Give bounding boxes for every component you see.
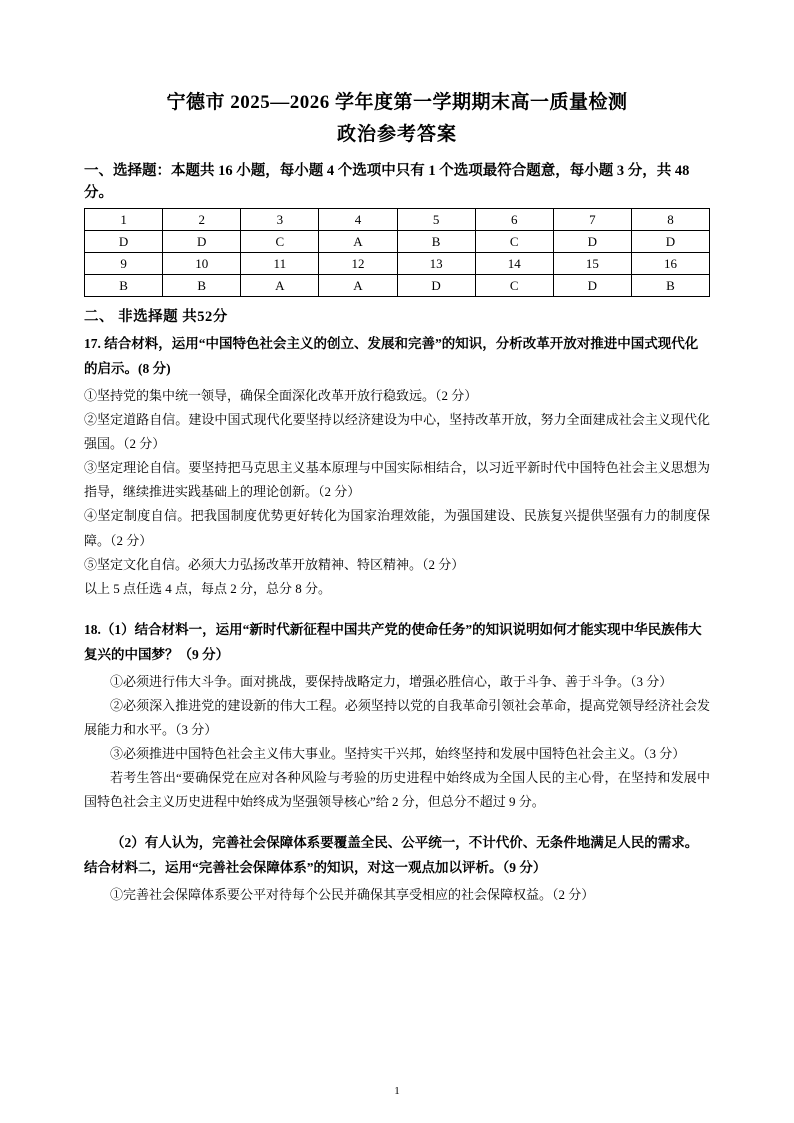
table-cell: 1: [85, 209, 163, 231]
answer-line: 以上 5 点任选 4 点，每点 2 分，总分 8 分。: [84, 580, 332, 596]
answer-line: 若考生答出“要确保党在应对各种风险与考验的历史进程中始终成为全国人民的主心骨，在坚持和发展中国特色社会主义历史进程中始终成为坚强领导核心”给 2 分，但总分不超过 9 分。: [84, 769, 710, 809]
answer-line: ①完善社会保障体系要公平对待每个公民并确保其享受相应的社会保障权益。（2 分）: [110, 886, 595, 902]
table-cell: 5: [397, 209, 475, 231]
spacer: [84, 601, 710, 612]
table-cell: C: [475, 275, 553, 297]
page-number: 1: [394, 1085, 400, 1097]
answer-line: ⑤坚定文化自信。必须大力弘扬改革开放精神、特区精神。（2 分）: [84, 556, 465, 572]
answer-key-table: [84, 208, 710, 297]
table-cell: A: [319, 231, 397, 253]
answer-line: ④坚定制度自信。把我国制度优势更好转化为国家治理效能，为强国建设、民族复兴提供坚强有力的制度保障。（2 分）: [84, 508, 710, 548]
table-cell: 4: [319, 209, 397, 231]
table-cell: 8: [631, 209, 709, 231]
answer-line: ②坚定道路自信。建设中国式现代化要坚持以经济建设为中心，坚持改革开放，努力全面建成社会主义现代化强国。（2 分）: [84, 412, 710, 452]
table-cell: D: [553, 275, 631, 297]
table-cell: 9: [85, 253, 163, 275]
answer-line: ①必须进行伟大斗争。面对挑战，要保持战略定力，增强必胜信心，敢于斗争、善于斗争。（3 分）: [110, 673, 673, 689]
table-row: [85, 275, 710, 297]
table-cell: A: [241, 275, 319, 297]
table-cell: B: [163, 275, 241, 297]
table-cell: 13: [397, 253, 475, 275]
table-cell: B: [397, 231, 475, 253]
answer-line: ①坚持党的集中统一领导，确保全面深化改革开放行稳致远。（2 分）: [84, 388, 478, 404]
spacer: [84, 814, 710, 825]
answer-line: ②必须深入推进党的建设新的伟大工程。必须坚持以党的自我革命引领社会革命，提高党领导经济社会发展能力和水平。（3 分）: [84, 697, 710, 737]
page-subtitle: 政治参考答案: [336, 124, 457, 146]
table-row: [85, 253, 710, 275]
table-row: [85, 209, 710, 231]
table-cell: 11: [241, 253, 319, 275]
answer-line: ③必须推进中国特色社会主义伟大事业。坚持实干兴邦，始终坚持和发展中国特色社会主义。（3 分）: [110, 745, 686, 761]
table-cell: B: [631, 275, 709, 297]
table-row: [85, 231, 710, 253]
table-cell: D: [163, 231, 241, 253]
table-cell: 6: [475, 209, 553, 231]
table-cell: D: [85, 231, 163, 253]
table-cell: 14: [475, 253, 553, 275]
table-cell: 3: [241, 209, 319, 231]
question-18-1-prompt: 18.（1）结合材料一，运用“新时代新征程中国共产党的使命任务”的知识说明如何才能实现中华民族伟大复兴的中国梦？（9 分）: [84, 621, 702, 662]
table-cell: 16: [631, 253, 709, 275]
table-cell: C: [475, 231, 553, 253]
section-2-heading: 二、 非选择题 共52分: [84, 309, 228, 326]
table-cell: D: [397, 275, 475, 297]
section-1-heading: 一、选择题：本题共 16 小题，每小题 4 个选项中只有 1 个选项最符合题意，每小题 3 分，共 48 分。: [84, 162, 690, 201]
table-cell: 12: [319, 253, 397, 275]
table-cell: A: [319, 275, 397, 297]
question-18-2-prompt: （2）有人认为，完善社会保障体系要覆盖全民、公平统一，不计代价、无条件地满足人民的需求。结合材料二，运用“完善社会保障体系”的知识，对这一观点加以评析。（9 分）: [84, 834, 699, 875]
question-17-prompt: 17. 结合材料，运用“中国特色社会主义的创立、发展和完善”的知识，分析改革开放对推进中国式现代化的启示。(8 分): [84, 336, 699, 377]
answer-line: ③坚定理论自信。要坚持把马克思主义基本原理与中国实际相结合，以习近平新时代中国特色社会主义思想为指导，继续推进实践基础上的理论创新。（2 分）: [84, 460, 710, 500]
table-cell: 15: [553, 253, 631, 275]
table-cell: 2: [163, 209, 241, 231]
table-cell: D: [553, 231, 631, 253]
table-cell: 10: [163, 253, 241, 275]
table-cell: D: [631, 231, 709, 253]
table-cell: C: [241, 231, 319, 253]
page-title: 宁德市 2025—2026 学年度第一学期期末高一质量检测: [166, 92, 628, 113]
table-cell: 7: [553, 209, 631, 231]
table-cell: B: [85, 275, 163, 297]
